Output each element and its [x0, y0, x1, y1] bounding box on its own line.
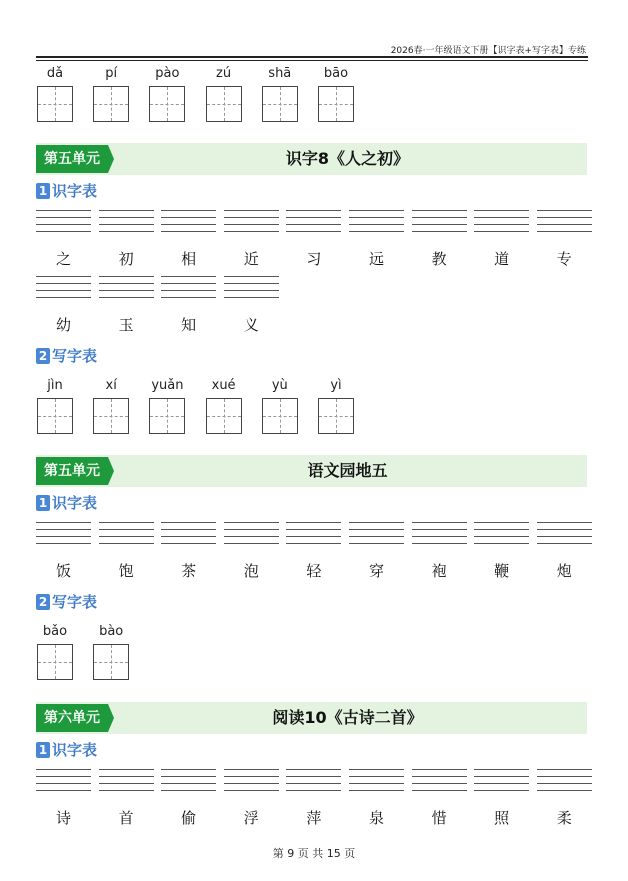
- section-number: 1: [36, 183, 50, 199]
- lesson-title: 语文园地五: [307, 461, 388, 480]
- pinyin-label: jìn: [47, 378, 63, 393]
- pinyin-writing-lines[interactable]: [161, 769, 216, 791]
- pinyin-label: xí: [105, 378, 117, 393]
- pinyin-writing-lines[interactable]: [224, 522, 279, 544]
- pinyin-label: shā: [268, 66, 292, 81]
- pinyin-writing-lines[interactable]: [99, 276, 154, 298]
- unit-bar: [36, 455, 587, 487]
- pinyin-label: yì: [330, 378, 342, 393]
- pinyin-writing-lines[interactable]: [161, 522, 216, 544]
- recognize-character: 教: [431, 250, 447, 268]
- recognize-character: 鞭: [494, 562, 510, 580]
- pinyin-writing-lines[interactable]: [286, 522, 341, 544]
- tianzige-writing-box[interactable]: [37, 644, 73, 680]
- pinyin-label: xué: [211, 378, 236, 393]
- pinyin-writing-lines[interactable]: [224, 769, 279, 791]
- pinyin-label: bǎo: [42, 624, 68, 639]
- recognize-character: 茶: [181, 562, 197, 580]
- tianzige-writing-box[interactable]: [149, 398, 185, 434]
- recognize-character: 柔: [556, 809, 572, 827]
- pinyin-writing-lines[interactable]: [161, 276, 216, 298]
- tianzige-writing-box[interactable]: [93, 398, 129, 434]
- pinyin-writing-lines[interactable]: [412, 522, 467, 544]
- recognize-character: 惜: [431, 809, 447, 827]
- tianzige-writing-box[interactable]: [318, 86, 354, 122]
- recognize-character: 专: [556, 250, 572, 268]
- header-rule: [36, 60, 588, 61]
- recognize-character: 炮: [556, 562, 572, 580]
- pinyin-writing-lines[interactable]: [36, 769, 91, 791]
- unit-badge: 第五单元: [36, 457, 108, 485]
- recognize-character: 诗: [55, 809, 71, 827]
- pinyin-writing-lines[interactable]: [36, 276, 91, 298]
- tianzige-writing-box[interactable]: [93, 644, 129, 680]
- pinyin-writing-lines[interactable]: [224, 276, 279, 298]
- unit-badge: 第六单元: [36, 704, 108, 732]
- section-number: 1: [36, 742, 50, 758]
- unit-bar: [36, 702, 587, 734]
- section-number: 1: [36, 495, 50, 511]
- recognize-character: 习: [306, 250, 322, 268]
- recognize-heading: [36, 181, 97, 201]
- pinyin-writing-lines[interactable]: [474, 522, 529, 544]
- recognize-character: 义: [243, 316, 259, 334]
- pinyin-label: zú: [216, 66, 232, 81]
- tianzige-writing-box[interactable]: [318, 398, 354, 434]
- tianzige-writing-box[interactable]: [37, 398, 73, 434]
- recognize-character: 浮: [243, 809, 259, 827]
- pinyin-writing-lines[interactable]: [161, 210, 216, 232]
- tianzige-writing-box[interactable]: [37, 86, 73, 122]
- pinyin-label: bào: [99, 624, 124, 639]
- pinyin-writing-lines[interactable]: [36, 522, 91, 544]
- recognize-character: 偷: [181, 809, 197, 827]
- write-heading: [36, 346, 97, 366]
- unit-badge: 第五单元: [36, 145, 108, 173]
- header-rule: [36, 56, 588, 58]
- tianzige-writing-box[interactable]: [93, 86, 129, 122]
- recognize-heading: [36, 740, 97, 760]
- recognize-character: 袍: [431, 562, 447, 580]
- tianzige-writing-box[interactable]: [262, 86, 298, 122]
- lesson-title: 阅读10《古诗二首》: [272, 708, 423, 727]
- page-header-title: 2026春·一年级语文下册【识字表+写字表】专练: [390, 46, 586, 56]
- tianzige-writing-box[interactable]: [262, 398, 298, 434]
- tianzige-writing-box[interactable]: [206, 398, 242, 434]
- recognize-character: 饭: [55, 562, 71, 580]
- pinyin-writing-lines[interactable]: [537, 210, 592, 232]
- section-label: 写字表: [52, 347, 98, 365]
- tianzige-writing-box[interactable]: [206, 86, 242, 122]
- recognize-character: 近: [243, 250, 259, 268]
- recognize-character: 泡: [243, 562, 259, 580]
- recognize-character: 初: [118, 250, 134, 268]
- pinyin-writing-lines[interactable]: [349, 210, 404, 232]
- recognize-character: 玉: [118, 316, 134, 334]
- pinyin-writing-lines[interactable]: [286, 210, 341, 232]
- pinyin-writing-lines[interactable]: [36, 210, 91, 232]
- pinyin-writing-lines[interactable]: [412, 769, 467, 791]
- write-heading: [36, 592, 97, 612]
- recognize-character: 饱: [118, 562, 134, 580]
- pinyin-writing-lines[interactable]: [286, 769, 341, 791]
- recognize-character: 首: [118, 809, 134, 827]
- recognize-character: 照: [494, 809, 510, 827]
- pinyin-writing-lines[interactable]: [537, 769, 592, 791]
- pinyin-label: yù: [271, 378, 288, 393]
- recognize-character: 相: [181, 250, 197, 268]
- recognize-character: 泉: [368, 809, 384, 827]
- recognize-character: 之: [55, 250, 71, 268]
- pinyin-writing-lines[interactable]: [224, 210, 279, 232]
- section-label: 识字表: [52, 494, 98, 512]
- tianzige-writing-box[interactable]: [149, 86, 185, 122]
- recognize-character: 知: [181, 316, 197, 334]
- pinyin-label: dǎ: [46, 66, 64, 81]
- lesson-title: 识字8《人之初》: [285, 149, 410, 168]
- pinyin-label: yuǎn: [151, 378, 184, 393]
- pinyin-label: pào: [155, 66, 180, 81]
- pinyin-writing-lines[interactable]: [99, 769, 154, 791]
- pinyin-writing-lines[interactable]: [99, 522, 154, 544]
- pinyin-label: bāo: [323, 66, 349, 81]
- pinyin-writing-lines[interactable]: [474, 769, 529, 791]
- recognize-character: 穿: [368, 562, 384, 580]
- section-label: 识字表: [52, 741, 98, 759]
- page-footer: 第 9 页 共 15 页: [272, 847, 356, 860]
- unit-bar: [36, 143, 587, 175]
- pinyin-writing-lines[interactable]: [349, 522, 404, 544]
- recognize-heading: [36, 493, 97, 513]
- pinyin-writing-lines[interactable]: [537, 522, 592, 544]
- recognize-character: 道: [494, 250, 510, 268]
- pinyin-writing-lines[interactable]: [99, 210, 154, 232]
- recognize-character: 幼: [55, 316, 71, 334]
- pinyin-writing-lines[interactable]: [474, 210, 529, 232]
- section-number: 2: [36, 594, 50, 610]
- pinyin-label: pí: [105, 66, 118, 81]
- recognize-character: 萍: [306, 809, 322, 827]
- recognize-character: 远: [368, 250, 384, 268]
- pinyin-writing-lines[interactable]: [349, 769, 404, 791]
- pinyin-writing-lines[interactable]: [412, 210, 467, 232]
- section-number: 2: [36, 348, 50, 364]
- recognize-character: 轻: [306, 562, 322, 580]
- section-label: 识字表: [52, 182, 98, 200]
- section-label: 写字表: [52, 593, 98, 611]
